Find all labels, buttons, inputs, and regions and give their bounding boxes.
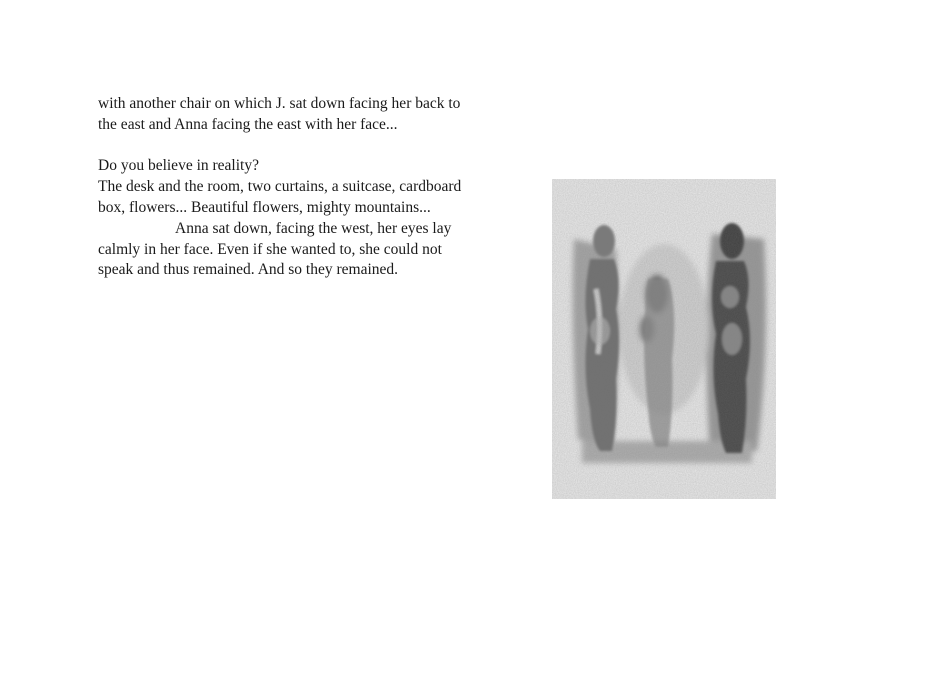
list-line: The desk and the room, two curtains, a suitcase, cardboard box, flowers... Beautiful flowers, mighty mountains... [98,178,462,216]
paragraph-opening: with another chair on which J. sat down facing her back to the east and Anna facing the east with her face... [98,95,461,133]
body-text [98,94,468,281]
paragraph-spacer [98,136,468,157]
paragraph-closing-text: Anna sat down, facing the west, her eyes lay calmly in her face. Even if she wanted to, she could not speak and thus remained. And so they remained. [98,219,452,279]
monoprint-figures-image [552,179,776,499]
paragraph-closing [98,219,468,281]
question-line: Do you believe in reality? [98,157,259,175]
